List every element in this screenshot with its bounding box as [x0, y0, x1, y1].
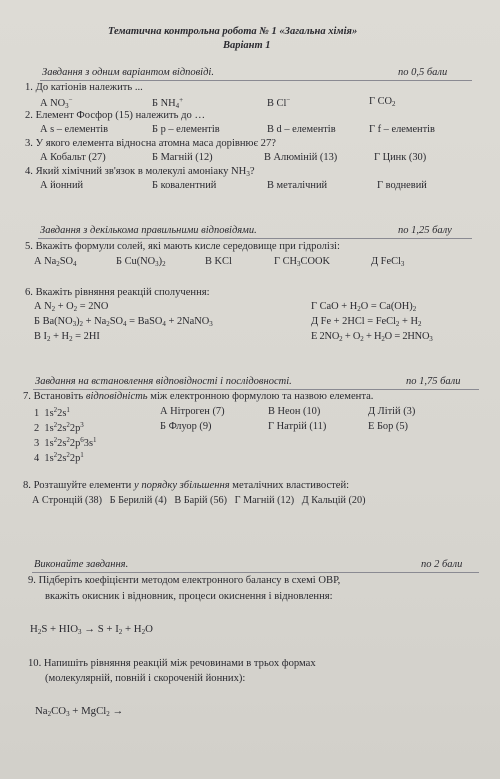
q6-option-e: Е $2NO_2 + O_2 + H_2O = 2HNO_3$ [311, 331, 433, 343]
q3-option-b: Б Магній (12) [152, 152, 213, 163]
q1-option-d: Г $CO_2$ [369, 96, 396, 108]
section-2-points: по 1,25 балу [398, 225, 452, 236]
q3-option-d: Г Цинк (30) [374, 152, 427, 163]
question-10-line-2: (молекулярній, повній і скороченій йонних): [45, 673, 246, 684]
section-1-heading: Завдання з одним варіантом відповіді. [42, 67, 214, 78]
variant-label: Варіант 1 [223, 40, 271, 51]
q9-equation: $H_2S + HIO_3 \to S + I_2 + H_2O$ [30, 623, 153, 636]
q8-options: А Стронцій (38) Б Берилій (4) В Барій (56) Г Магній (12) Д Кальцій (20) [32, 495, 366, 506]
q2-option-d: Г f – елементів [369, 124, 435, 135]
section-4-heading: Виконайте завдання. [34, 559, 129, 570]
q5-option-b: Б $Cu(NO_3)_2$ [116, 256, 166, 268]
section-1-points: по 0,5 бали [398, 67, 448, 78]
section-3-heading: Завдання на встановлення відповідності і послідовності. [35, 376, 292, 387]
question-9-line-1: 9. Підберіть коефіцієнти методом електронного балансу в схемі ОВР, [28, 575, 341, 586]
q5-option-c: В KCl [205, 256, 232, 267]
q4-option-c: В металічний [267, 180, 328, 191]
question-7: 7. Встановіть відповідність між електронною формулою та назвою елемента. [23, 391, 374, 402]
q5-option-d: Г $CH_3COOK$ [274, 256, 330, 268]
q7-option-e: Е Бор (5) [368, 421, 409, 432]
question-10-line-1: 10. Напишіть рівняння реакцій між речовинами в трьох формах [28, 658, 316, 669]
q6-option-a: А $N_2 + O_2 = 2NO$ [34, 301, 109, 313]
question-9-line-2: вкажіть окисник і відновник, процеси окиснення і відновлення: [45, 591, 333, 602]
q3-option-a: А Кобальт (27) [40, 152, 106, 163]
section-1-underline [40, 80, 472, 81]
q7-row-3: 3 $1s^22s^22p^63s^1$ [34, 436, 97, 449]
q1-option-c: В Cl− [267, 96, 291, 109]
q7-option-b: Б Флуор (9) [160, 421, 212, 432]
q7-row-4: 4 $1s^22s^22p^1$ [34, 451, 84, 464]
q6-option-c: В $I_2 + H_2 = 2HI$ [34, 331, 100, 343]
worksheet-title: Тематична контрольна робота № 1 «Загальна хімія» [108, 26, 358, 37]
section-2-underline [38, 238, 472, 239]
q1-option-b: Б $NH_4^+$ [152, 96, 184, 110]
q7-row-1: 1 $1s^22s^1$ [34, 406, 70, 419]
question-8: 8. Розташуйте елементи у порядку збільшення металічних властивостей: [23, 480, 350, 491]
q6-option-b: Б $Ba(NO_3)_2 + Na_2SO_4$ = BaSO$_4$ + 2NaNO$_3$ [34, 316, 213, 328]
q5-option-a: А $Na_2SO_4$ [34, 256, 77, 268]
q2-option-b: Б p – елементів [152, 124, 220, 135]
question-3: 3. У якого елемента відносна атомна маса дорівнює 27? [25, 138, 276, 149]
section-2-heading: Завдання з декількома правильними відповідями. [40, 225, 257, 236]
section-4-underline [32, 572, 479, 573]
q4-option-b: Б ковалентний [152, 180, 217, 191]
q10-equation: $Na_2CO_3$ + MgCl$_2$ → [35, 705, 124, 718]
question-5: 5. Вкажіть формули солей, які мають кисле середовище при гідролізі: [25, 241, 340, 252]
section-4-points: по 2 бали [421, 559, 463, 570]
question-2: 2. Елемент Фосфор (15) належить до … [25, 110, 206, 121]
question-4: 4. Який хімічний зв'язок в молекулі амоніаку $NH_3$? [25, 166, 255, 178]
q5-option-e: Д FeCl$_3$ [371, 256, 405, 268]
q7-option-a: А Нітроген (7) [160, 406, 225, 417]
question-1: 1. До катіонів належить ... [25, 82, 143, 93]
q6-option-g: Г CaO + $H_2O = Ca(OH)_2$ [311, 301, 417, 313]
q4-option-d: Г водневий [377, 180, 427, 191]
q7-row-2: 2 $1s^22s^22p^3$ [34, 421, 84, 434]
q4-option-a: А йонний [40, 180, 84, 191]
question-6: 6. Вкажіть рівняння реакцій сполучення: [25, 287, 210, 298]
q1-option-a: А $NO_3^-$ [40, 96, 73, 110]
q7-option-c: В Неон (10) [268, 406, 321, 417]
q6-option-d: Д Fe + 2HCl = FeCl$_2$ + $H_2$ [311, 316, 422, 328]
q3-option-c: В Алюміній (13) [264, 152, 338, 163]
q7-option-d: Д Літій (3) [368, 406, 416, 417]
q2-option-a: А s – елементів [40, 124, 109, 135]
section-3-underline [33, 389, 479, 390]
q7-option-g: Г Натрій (11) [268, 421, 327, 432]
q2-option-c: В d – елементів [267, 124, 336, 135]
section-3-points: по 1,75 бали [406, 376, 461, 387]
